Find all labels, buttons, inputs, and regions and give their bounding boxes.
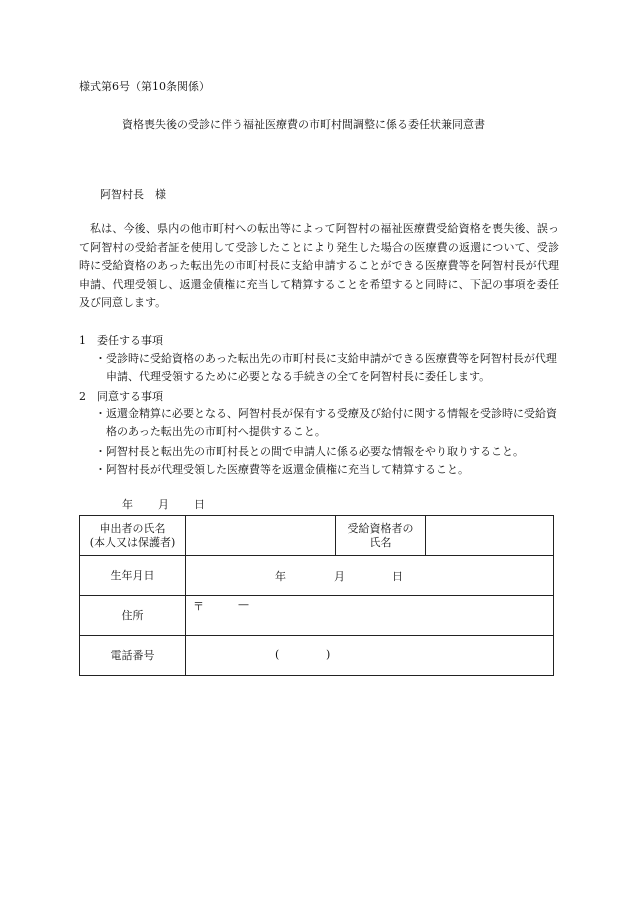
table-row-names <box>80 516 554 556</box>
address-field[interactable] <box>186 596 554 636</box>
postal-dash: — <box>238 598 249 611</box>
consent-item-3: ・阿智村長が代理受領した医療費等を返還金債権に充当して精算すること。 <box>95 463 469 476</box>
applicant-info-table <box>79 515 554 676</box>
recipient-name-label-cell <box>336 516 426 556</box>
consent-item-2: ・阿智村長と転出先の市町村長との間で申請人に係る必要な情報をやり取りすること。 <box>95 445 524 458</box>
table-row-address <box>80 596 554 636</box>
recipient-name-label: 受給資格者の <box>347 521 414 535</box>
phone-label: 電話番号 <box>80 636 186 676</box>
address-label: 住所 <box>80 596 186 636</box>
phone-field[interactable] <box>186 636 554 676</box>
birthdate-field[interactable] <box>186 556 554 596</box>
table-row-phone <box>80 636 554 676</box>
section-heading-delegation: 1 委任する事項 <box>79 334 163 347</box>
birthdate-day-label: 日 <box>392 570 403 583</box>
recipient-name-sublabel: 氏名 <box>369 535 392 549</box>
applicant-name-label-cell <box>80 516 186 556</box>
recipient-name-field[interactable] <box>426 516 554 556</box>
document-title: 資格喪失後の受診に伴う福祉医療費の市町村間調整に係る委任状兼同意書 <box>122 118 485 131</box>
date-year-label: 年 <box>122 498 133 511</box>
birthdate-year-label: 年 <box>275 570 286 583</box>
addressee: 阿智村長 様 <box>100 188 166 201</box>
phone-open-paren: ( <box>275 648 280 661</box>
date-month-label: 月 <box>158 498 169 511</box>
section-heading-consent: 2 同意する事項 <box>79 390 163 403</box>
postal-mark: 〒 <box>193 600 204 613</box>
applicant-name-label: 申出者の氏名 <box>99 521 166 535</box>
phone-close-paren: ) <box>326 648 331 661</box>
delegation-item: ・受診時に受給資格のあった転出先の市町村長に支給申請ができる医療費等を阿智村長が代理申請、代理受領するために必要となる手続きの全てを阿智村長に委任します。 <box>95 352 557 383</box>
applicant-name-field[interactable] <box>186 516 336 556</box>
birthdate-label: 生年月日 <box>80 556 186 596</box>
body-paragraph: 私は、今後、県内の他市町村への転出等によって阿智村の福祉医療費受給資格を喪失後、誤って阿智村の受給者証を使用して受診したことにより発生した場合の医療費の返還について、受診時に受給資格のあった転出先の市町村長に支給申請することができる医療費等を阿智村長が代理申請、代理受領し、返還金債権に充当して精算することを希望すると同時に、下記の事項を委任及び同意します。 <box>79 222 559 309</box>
consent-item-1: ・返還金精算に必要となる、阿智村長が保有する受療及び給付に関する情報を受診時に受給資格のあった転出先の市町村へ提供すること。 <box>95 407 557 438</box>
applicant-name-sublabel: (本人又は保護者) <box>89 535 176 549</box>
form-number: 様式第6号（第10条関係） <box>79 80 210 93</box>
date-day-label: 日 <box>194 498 205 511</box>
table-row-birthdate <box>80 556 554 596</box>
birthdate-month-label: 月 <box>334 570 345 583</box>
